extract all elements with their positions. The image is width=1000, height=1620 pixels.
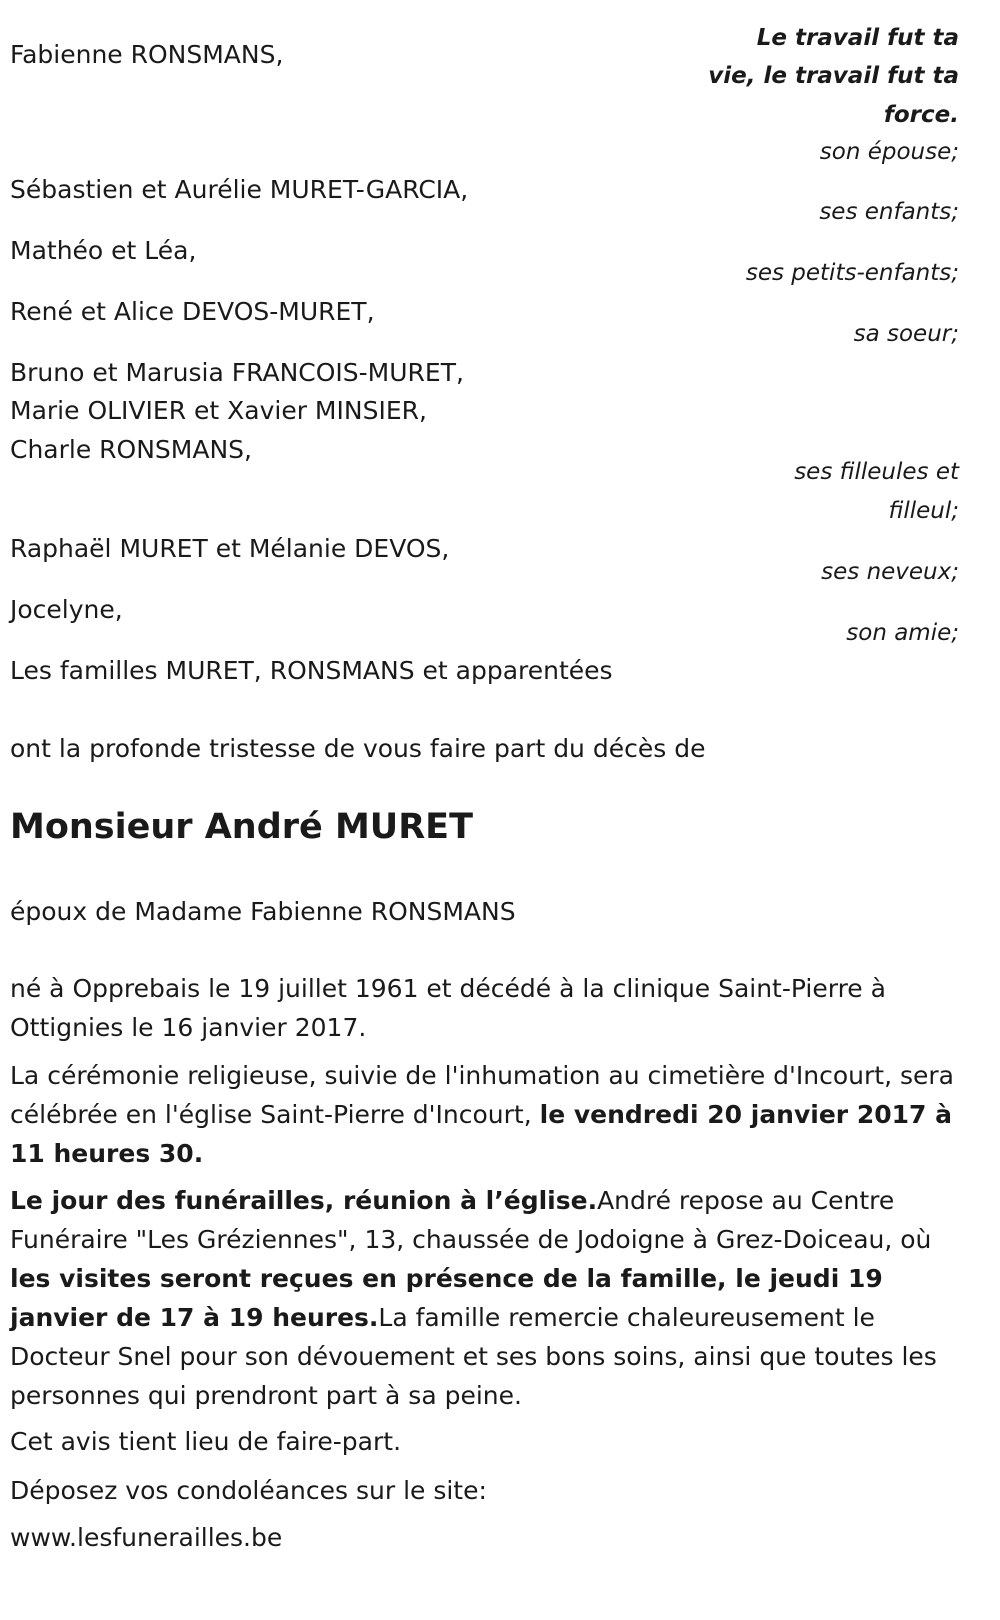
relative-children-names: Sébastien et Aurélie MURET-GARCIA,: [10, 175, 469, 204]
quote-line-3: force.: [883, 102, 959, 128]
relative-godchildren-names-3: Charle RONSMANS,: [10, 435, 252, 464]
funeral-meeting: Le jour des funérailles, réunion à l’église.: [10, 1186, 598, 1215]
quote-line-1: Le travail fut ta: [756, 25, 959, 51]
ceremony-paragraph: [10, 1056, 970, 1173]
website-link[interactable]: www.lesfunerailles.be: [10, 1523, 283, 1552]
quote-line-2: vie, le travail fut ta: [708, 63, 959, 89]
notice-text: Cet avis tient lieu de faire-part.: [10, 1427, 402, 1456]
relative-friend-names: Jocelyne,: [10, 595, 123, 624]
relative-godchildren-names-1: Bruno et Marusia FRANCOIS-MURET,: [10, 358, 464, 387]
deceased-name: Monsieur André MURET: [10, 807, 473, 847]
funeral-info-paragraph: [10, 1181, 970, 1415]
announcement-text: ont la profonde tristesse de vous faire part du décès de: [10, 734, 706, 763]
ceremony-text: La cérémonie religieuse, suivie de l'inhumation au cimetière d'Incourt, sera célébrée en l'église Saint-Pierre d'Incourt,: [10, 1061, 954, 1129]
relative-families-names: Les familles MURET, RONSMANS et apparentées: [10, 656, 613, 685]
role-friend: son amie;: [846, 620, 959, 646]
condolences-label: Déposez vos condoléances sur le site:: [10, 1476, 487, 1505]
ceremony-datetime: le vendredi 20 janvier 2017 à 11 heures 30.: [10, 1100, 952, 1168]
role-godchildren-2: filleul;: [888, 498, 959, 524]
role-grandchildren: ses petits-enfants;: [745, 260, 959, 286]
relative-spouse-names: Fabienne RONSMANS,: [10, 40, 284, 69]
birth-death-text: né à Opprebais le 19 juillet 1961 et décédé à la clinique Saint-Pierre à Ottignies le 16 janvier 2017.: [10, 974, 886, 1042]
relative-sister-names: René et Alice DEVOS-MURET,: [10, 297, 375, 326]
funeral-thanks: La famille remercie chaleureusement le Docteur Snel pour son dévouement et ses bons soins, ainsi que toutes les personnes qui prendront part à sa peine.: [10, 1303, 937, 1410]
relative-grandchildren-names: Mathéo et Léa,: [10, 236, 197, 265]
role-sister: sa soeur;: [853, 321, 959, 347]
funeral-visits: les visites seront reçues en présence de la famille, le jeudi 19 janvier de 17 à 19 heures.: [10, 1264, 883, 1332]
relative-godchildren-names-2: Marie OLIVIER et Xavier MINSIER,: [10, 396, 427, 425]
role-godchildren-1: ses filleules et: [794, 459, 959, 485]
role-nephews: ses neveux;: [821, 559, 959, 585]
relative-nephews-names: Raphaël MURET et Mélanie DEVOS,: [10, 534, 450, 563]
funeral-location: André repose au Centre Funéraire "Les Gréziennes", 13, chaussée de Jodoigne à Grez-Doiceau, où: [10, 1186, 932, 1254]
role-children: ses enfants;: [819, 199, 959, 225]
spouse-line: époux de Madame Fabienne RONSMANS: [10, 897, 516, 926]
role-spouse: son épouse;: [819, 139, 959, 165]
